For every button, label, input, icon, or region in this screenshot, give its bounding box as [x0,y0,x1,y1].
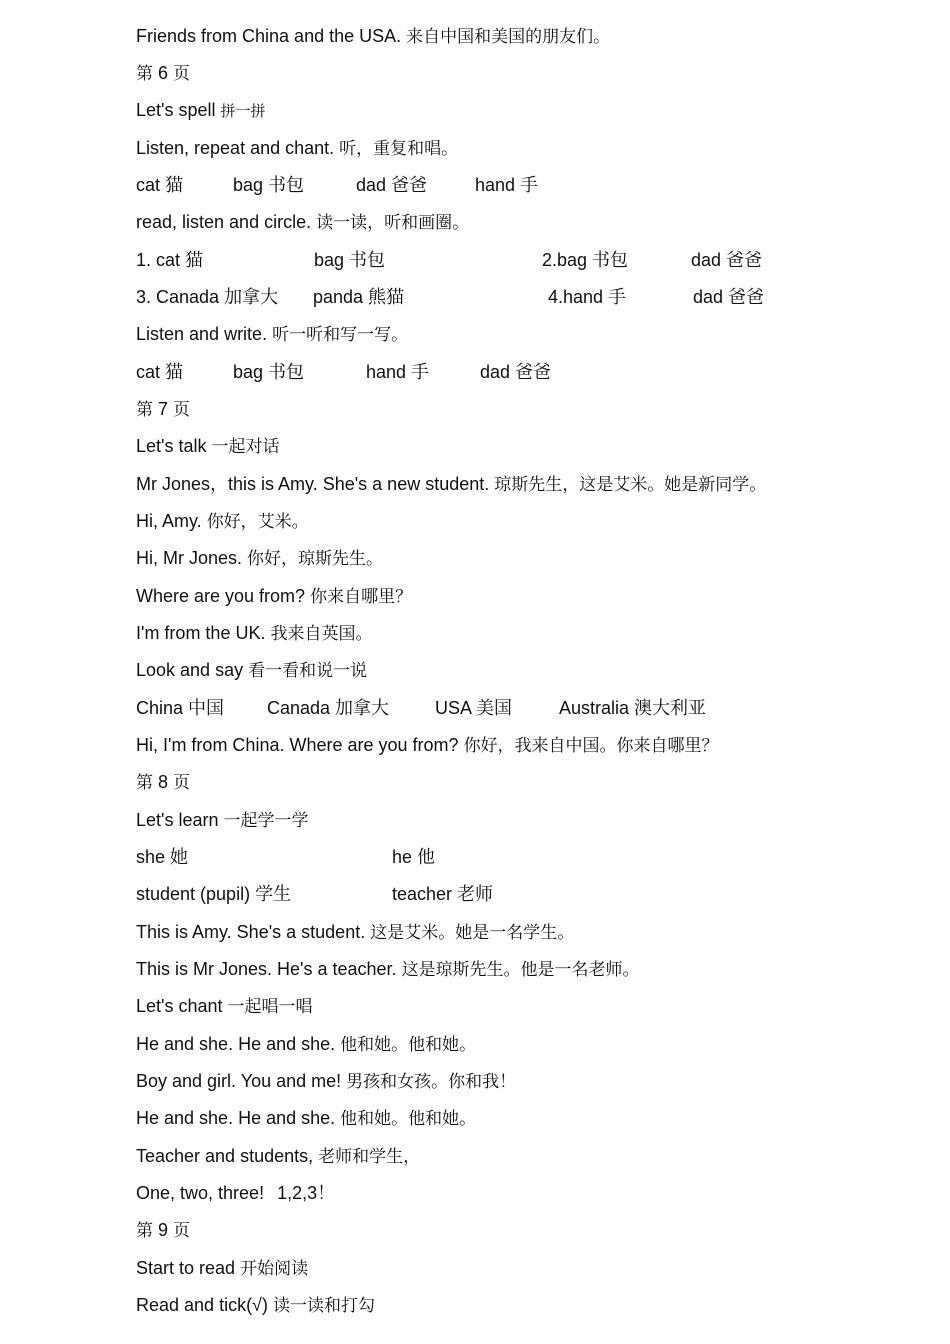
word-item: dad 爸爸 [691,250,763,270]
page-heading: 第 7 页 [136,399,191,420]
word-row [136,247,936,273]
word-row [136,284,936,310]
word-item: hand 手 [475,175,539,195]
word-item: bag 书包 [233,175,305,195]
word-item: Australia 澳大利亚 [559,698,707,718]
chant-line: Boy and girl. You and me! 男孩和女孩。你和我！ [136,1071,517,1092]
word-item: bag 书包 [314,250,386,270]
chant-line: He and she. He and she. 他和她。他和她。 [136,1034,477,1055]
word-row [136,881,936,907]
section-heading: Read and tick(√) 读一读和打勾 [136,1295,375,1316]
word-item: she 她 [136,847,189,867]
text-line: Listen, repeat and chant. 听，重复和唱。 [136,138,459,159]
word-item: 1. cat 猫 [136,250,204,270]
word-item: 2.bag 书包 [542,250,629,270]
page-heading: 第 6 页 [136,63,191,84]
dialogue-line: Hi, Amy. 你好，艾米。 [136,511,309,532]
dialogue-line: Mr Jones，this is Amy. She's a new student. 琼斯先生，这是艾米。她是新同学。 [136,474,767,495]
chant-line: One, two, three! 1,2,3！ [136,1183,336,1203]
word-item: cat 猫 [136,362,184,382]
word-item: bag 书包 [233,362,305,382]
section-heading: Let's spell 拼一拼 [136,100,266,120]
section-heading: Look and say 看一看和说一说 [136,660,368,681]
text-line [136,23,610,49]
word-item: 4.hand 手 [548,287,627,307]
word-item: China 中国 [136,698,225,718]
word-item: cat 猫 [136,175,184,195]
word-item: student (pupil) 学生 [136,884,292,904]
word-item: dad 爸爸 [693,287,765,307]
document-page [136,0,950,1344]
word-item: he 他 [392,847,436,867]
section-heading: Let's talk 一起对话 [136,436,280,457]
word-item: Canada 加拿大 [267,698,390,718]
section-heading: Let's chant 一起唱一唱 [136,996,313,1017]
text-line: Listen and write. 听一听和写一写。 [136,324,409,345]
text-line: This is Amy. She's a student. 这是艾米。她是一名学生。 [136,922,575,943]
section-heading: Let's learn 一起学一学 [136,810,309,831]
page-heading: 第 8 页 [136,772,191,793]
text-line: Hi, I'm from China. Where are you from? 你好，我来自中国。你来自哪里？ [136,735,719,756]
word-item: dad 爸爸 [480,362,552,382]
word-row [136,172,936,198]
word-row [136,695,936,721]
word-row [136,359,936,385]
word-row [136,844,936,870]
dialogue-line: Hi, Mr Jones. 你好，琼斯先生。 [136,548,384,569]
chant-line: Teacher and students, 老师和学生， [136,1146,421,1167]
english-text: Friends from China and the USA. [136,26,402,46]
word-item: teacher 老师 [392,884,494,904]
word-item: USA 美国 [435,698,513,718]
dialogue-line: I'm from the UK. 我来自英国。 [136,623,373,644]
word-item: panda 熊猫 [313,287,405,307]
page-heading: 第 9 页 [136,1220,191,1241]
word-item: hand 手 [366,362,430,382]
chant-line: He and she. He and she. 他和她。他和她。 [136,1108,477,1129]
word-item: 3. Canada 加拿大 [136,287,279,307]
chinese-text: 来自中国和美国的朋友们。 [406,27,611,47]
word-item: dad 爸爸 [356,175,428,195]
dialogue-line: Where are you from? 你来自哪里？ [136,586,413,607]
text-line: This is Mr Jones. He's a teacher. 这是琼斯先生。他是一名老师。 [136,959,640,980]
section-heading: Start to read 开始阅读 [136,1258,309,1279]
text-line: read, listen and circle. 读一读，听和画圈。 [136,212,470,233]
